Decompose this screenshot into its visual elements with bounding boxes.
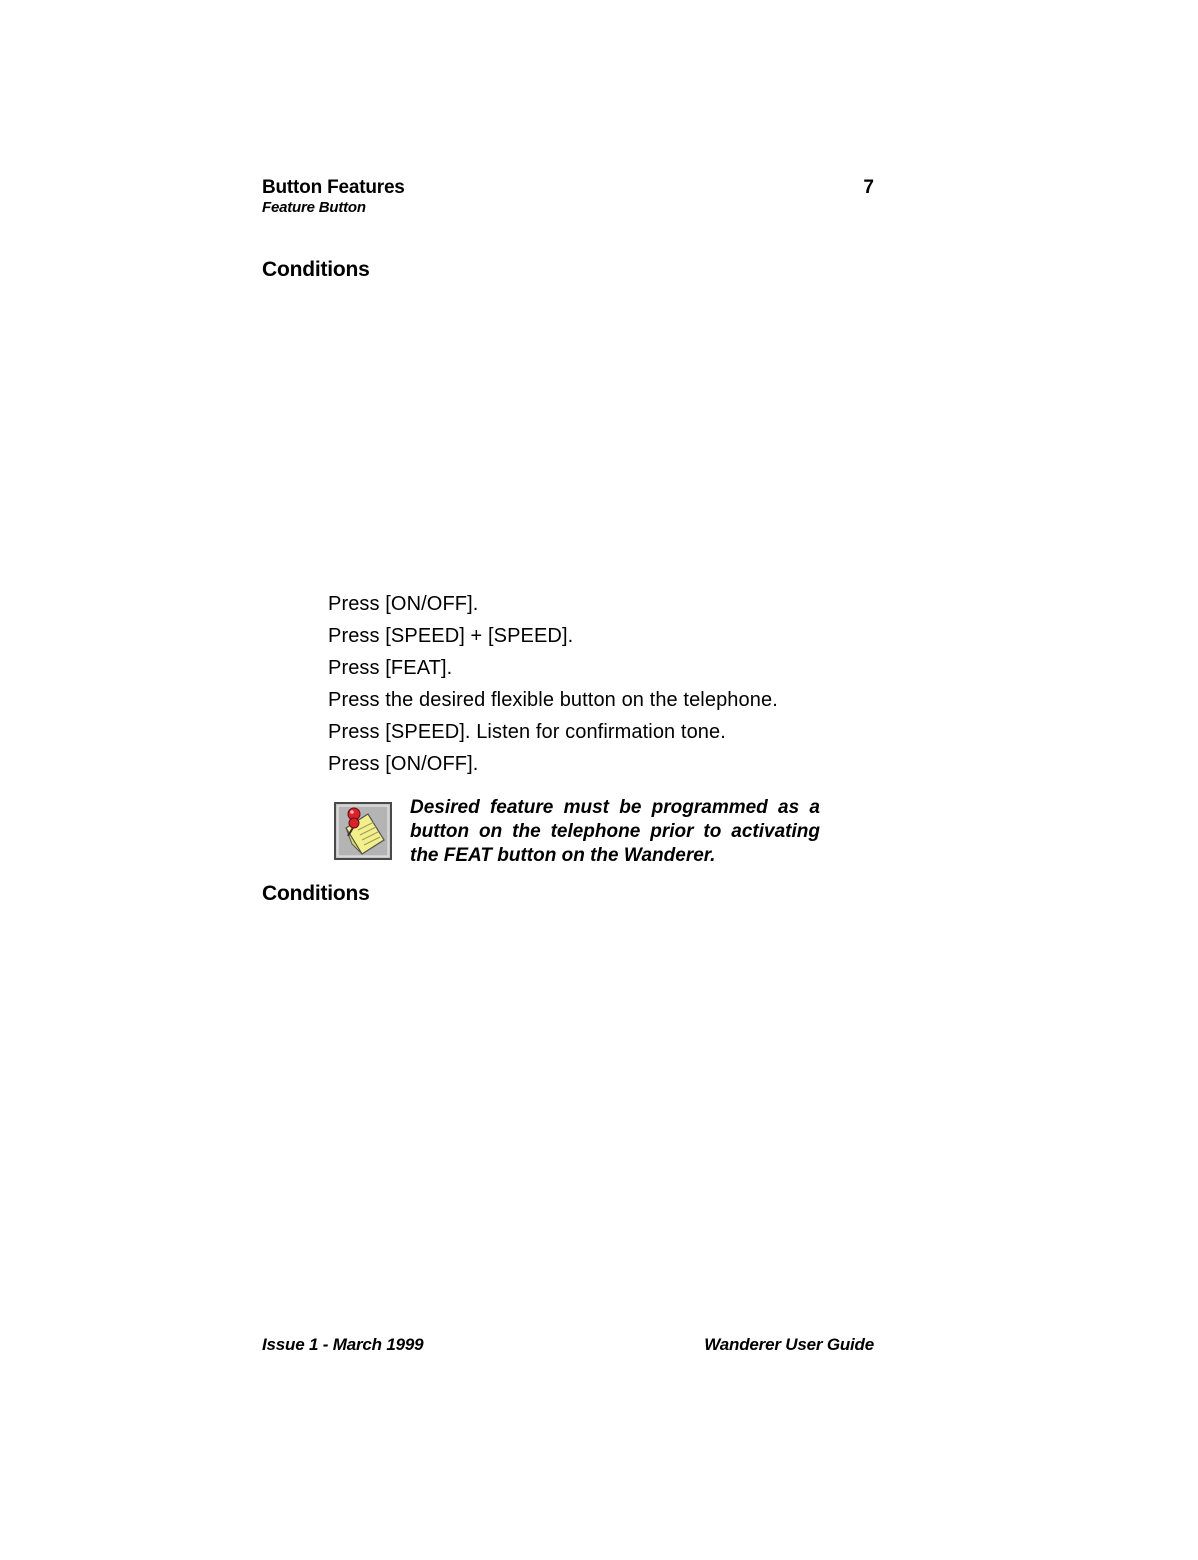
pinned-note-icon — [334, 802, 392, 860]
note-text: Desired feature must be programmed as a button on the telephone prior to activating the FEAT button on the Wanderer. — [410, 797, 820, 866]
step-item: Press [SPEED]. Listen for confirmation tone. — [328, 721, 726, 743]
step-item: Press [ON/OFF]. — [328, 593, 479, 615]
step-item: Press the desired flexible button on the telephone. — [328, 689, 778, 711]
footer-issue: Issue 1 - March 1999 — [262, 1335, 424, 1354]
section-title: Button Features — [262, 177, 405, 198]
conditions-heading-2: Conditions — [262, 882, 370, 905]
step-item: Press [ON/OFF]. — [328, 753, 479, 775]
footer-guide-title: Wanderer User Guide — [704, 1335, 874, 1354]
conditions-heading-1: Conditions — [262, 258, 370, 281]
page-number: 7 — [863, 177, 874, 198]
section-subtitle: Feature Button — [262, 199, 366, 216]
steps-list — [328, 590, 778, 782]
step-item: Press [SPEED] + [SPEED]. — [328, 625, 574, 647]
step-item: Press [FEAT]. — [328, 657, 453, 679]
